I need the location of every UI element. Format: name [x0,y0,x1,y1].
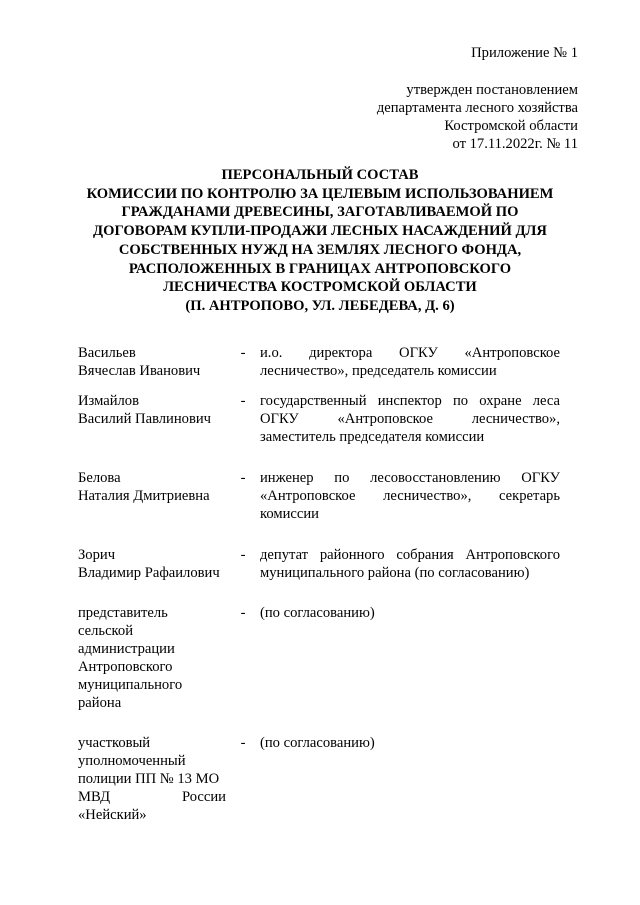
member-title-line [78,788,226,806]
member-role: государственный инспектор по охране леса ОГКУ «Антроповское лесничество», заместитель председателя комиссии [260,393,560,445]
member-surname: Белова [78,470,121,486]
member-row [78,734,560,824]
member-title-line: полиции ПП № 13 МО [78,771,220,787]
member-given-names: Владимир Рафаилович [78,565,220,581]
member-row [78,469,560,523]
member-name [78,604,226,712]
member-title-line: представитель [78,605,168,621]
member-title-line: МВД [78,789,111,805]
member-surname: Зорич [78,547,116,563]
title-line: СОБСТВЕННЫХ НУЖД НА ЗЕМЛЯХ ЛЕСНОГО ФОНДА, [118,241,522,258]
approval-line: департамента лесного хозяйства [376,100,578,116]
approval-line: Костромской области [444,118,578,134]
member-given-names: Василий Павлинович [78,411,212,427]
title-line: ГРАЖДАНАМИ ДРЕВЕСИНЫ, ЗАГОТАВЛИВАЕМОЙ ПО [121,204,519,221]
member-given-names: Наталия Дмитриевна [78,488,210,504]
title-line: ПЕРСОНАЛЬНЫЙ СОСТАВ [221,167,419,183]
approval-block [377,81,578,153]
member-row [78,392,560,446]
member-title-line-part: России [182,789,226,805]
member-row [78,546,560,582]
member-name [78,392,226,446]
title-line: РАСПОЛОЖЕННЫХ В ГРАНИЦАХ АНТРОПОВСКОГО [128,260,512,277]
member-title-line: района [78,695,122,711]
member-dash: - [240,470,246,486]
member-title-line: «Нейский» [78,807,147,823]
member-name [78,734,226,824]
member-surname: Васильев [78,345,136,361]
member-title-line: уполномоченный [78,753,186,769]
member-role: инженер по лесовосстановлению ОГКУ «Антроповское лесничество», секретарь комиссии [260,470,560,522]
member-name [78,344,226,380]
title-line: КОМИССИИ ПО КОНТРОЛЮ ЗА ЦЕЛЕВЫМ ИСПОЛЬЗОВАНИЕМ [86,185,554,202]
member-row [78,604,560,712]
member-surname: Измайлов [78,393,139,409]
approval-date: от 17.11.2022г. № 11 [452,136,578,152]
member-given-names: Вячеслав Иванович [78,363,201,379]
member-name [78,469,226,523]
title-line: ЛЕСНИЧЕСТВА КОСТРОМСКОЙ ОБЛАСТИ [163,279,477,296]
member-role: депутат районного собрания Антроповского муниципального района (по согласованию) [260,547,560,581]
member-title-line: Антроповского [78,659,173,675]
member-dash: - [240,393,246,409]
document-title [70,166,570,316]
member-title-line: муниципального [78,677,183,693]
commission-members [78,344,560,824]
member-title-line: администрации [78,641,175,657]
member-role: и.о. директора ОГКУ «Антроповское лесничество», председатель комиссии [260,345,560,379]
member-dash: - [240,605,246,621]
title-line: ДОГОВОРАМ КУПЛИ-ПРОДАЖИ ЛЕСНЫХ НАСАЖДЕНИЙ ДЛЯ [93,223,547,240]
member-row [78,344,560,380]
title-line: (П. АНТРОПОВО, УЛ. ЛЕБЕДЕВА, Д. 6) [185,297,455,314]
member-title-line: сельской [78,623,134,639]
member-role: (по согласованию) [260,605,375,621]
member-dash: - [240,345,246,361]
member-dash: - [240,547,246,563]
member-dash: - [240,735,246,751]
approval-line: утвержден постановлением [406,82,578,98]
annex-label: Приложение № 1 [471,45,578,61]
member-name [78,546,226,582]
member-title-line: участковый [78,735,151,751]
member-role: (по согласованию) [260,735,375,751]
